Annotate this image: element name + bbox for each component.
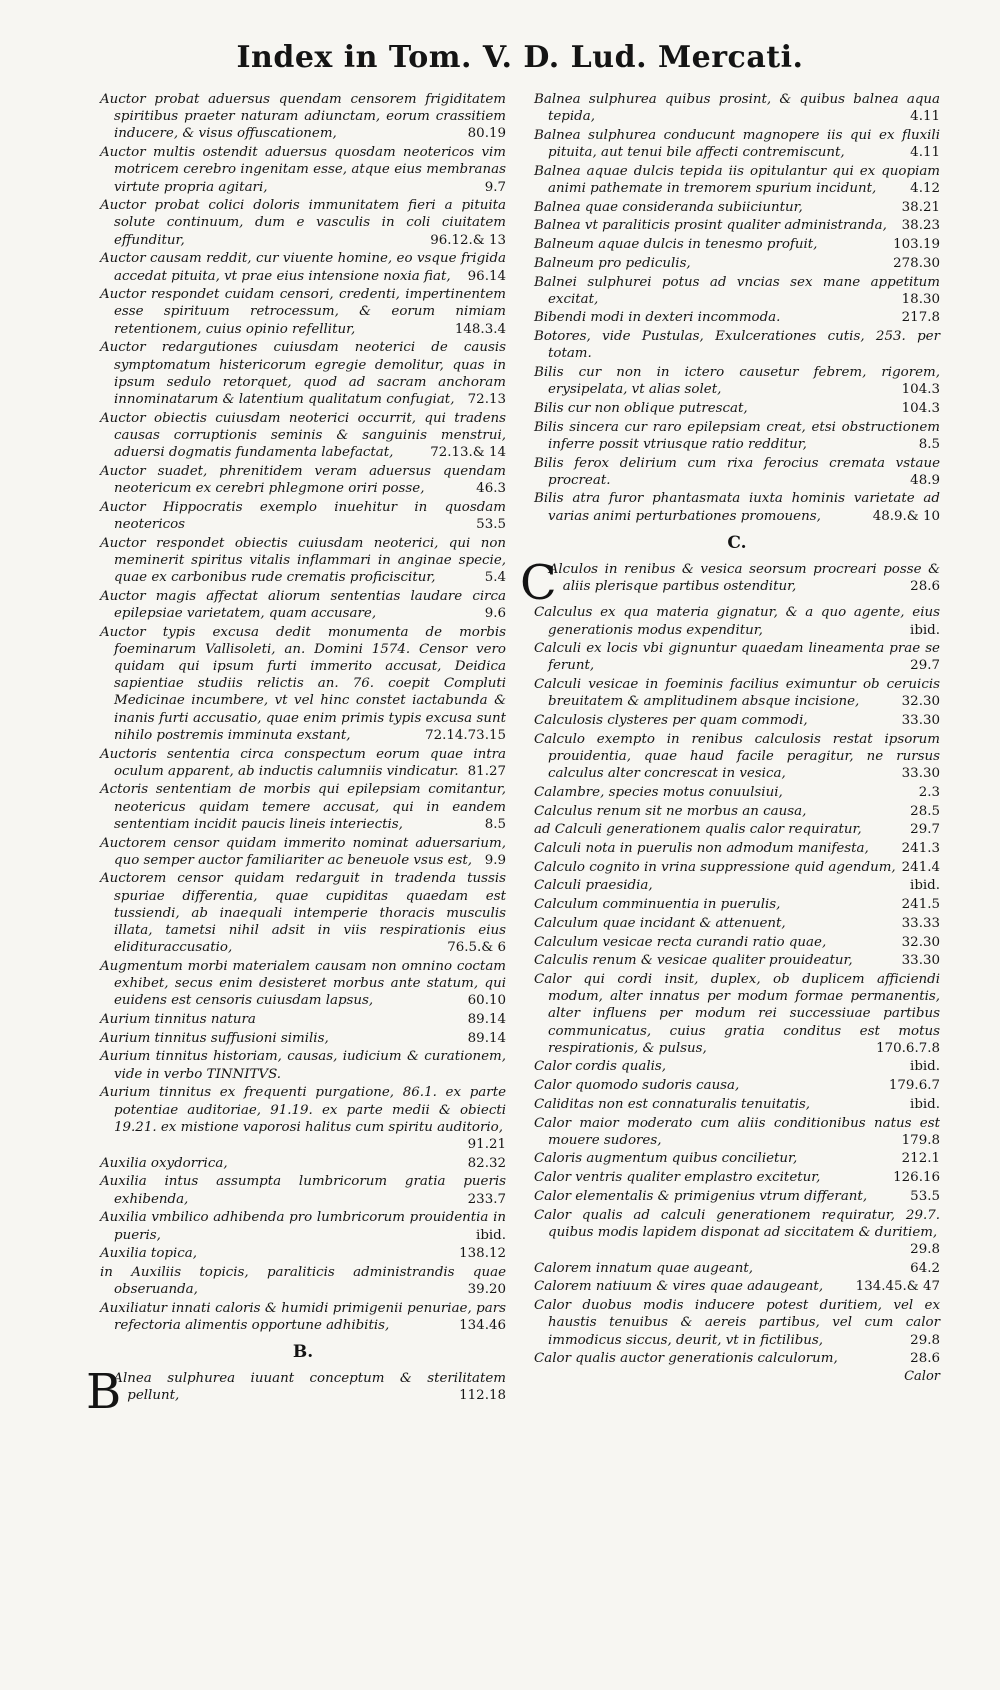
entry-text: Auctor typis excusa dedit monumenta de morbis foeminarum Vallisoleti, an. Domini 1574. Censor vero quidam qui ipsum furti immerito accusat, Deidica sapientiae studiis relictis an. 76. coepit Compluti Medicinae incumbere, vt vel hinc constet iactabunda & inanis furti accusatio, quae enim primis typis excusa sunt nihilo postremis imminuta exstant, xyxy=(100,624,506,743)
entry-text: Caloris augmentum quibus concilietur, xyxy=(534,1151,798,1167)
index-entry xyxy=(100,339,506,408)
page-header: Index in Tom. V. D. Lud. Mercati. xyxy=(236,40,804,75)
entry-text: Auctor probat colici doloris immunitatem fieri a pituita solute continuum, dum e vasculis in coli ciuitatem effunditur, xyxy=(100,198,506,248)
entry-text: Calculi ex locis vbi gignuntur quaedam lineamenta prae se ferunt, xyxy=(534,641,940,674)
index-entry xyxy=(534,731,940,783)
entry-text: Calorem natiuum & vires quae adaugeant, xyxy=(534,1279,824,1295)
entry-text: Calor cordis qualis, xyxy=(534,1059,667,1075)
index-entry xyxy=(534,91,940,125)
index-entry xyxy=(100,835,506,869)
entry-text: Calculi praesidia, xyxy=(534,878,653,894)
index-entry xyxy=(534,1278,940,1295)
entry-text: Caliditas non est connaturalis tenuitatis, xyxy=(534,1096,811,1112)
entry-text: Actoris sententiam de morbis qui epilepsiam comitantur, neotericus quidam temere accusat, qui in eandem sententiam incidit paucis lineis interiectis, xyxy=(100,782,506,832)
entry-ref: 9.9 xyxy=(484,852,506,868)
entry-text: Aurium tinnitus suffusioni similis, xyxy=(100,1030,329,1046)
entry-text: Calor ventris qualiter emplastro excitetur, xyxy=(534,1170,821,1186)
index-entry xyxy=(100,1264,506,1298)
entry-text: Balnea aquae dulcis tepida iis opitulantur qui ex quopiam animi pathemate in tremorem spurium incidunt, xyxy=(534,163,940,197)
index-entry xyxy=(534,676,940,710)
right-column xyxy=(520,91,940,1414)
entry-text: Calculus renum sit ne morbus an causa, xyxy=(534,803,807,819)
index-entry xyxy=(100,624,506,744)
entry-ref: 89.14 xyxy=(467,1012,506,1028)
index-entry xyxy=(100,1245,506,1262)
index-entry xyxy=(534,952,940,969)
entry-ref: 233.7 xyxy=(467,1191,506,1207)
entry-ref: 32.30 xyxy=(901,934,940,950)
entry-ref: 72.13.& 14 xyxy=(430,445,506,461)
index-entry xyxy=(100,870,506,956)
index-entry xyxy=(100,1030,506,1047)
index-entry xyxy=(100,958,506,1010)
entry-text: Auxilia intus assumpta lumbricorum gratia pueris exhibenda, xyxy=(100,1174,506,1207)
index-entry xyxy=(534,1096,940,1113)
entry-text: Auctoris sententia circa conspectum eorum quae intra oculum apparent, ab inductis calumniis vindicatur. xyxy=(100,746,506,779)
index-entry xyxy=(100,588,506,622)
entry-text: Bilis ferox delirium cum rixa ferocius cremata vstaue procreat. xyxy=(534,455,940,488)
entry-text: Auctor magis affectat aliorum sententias laudare circa epilepsiae varietatem, quam accusare, xyxy=(100,588,506,621)
entry-ref: 39.20 xyxy=(467,1282,506,1298)
entry-ref: 60.10 xyxy=(467,993,506,1009)
entry-ref: 9.6 xyxy=(484,605,506,621)
entry-text: Auctor respondet obiectis cuiusdam neoterici, qui non meminerit spiritus vitalis inflammari in anginae specie, quae ex carbonibus rude crematis proficiscitur, xyxy=(100,535,506,585)
entry-ref: 33.30 xyxy=(901,766,940,782)
entry-text: Bilis cur non oblique putrescat, xyxy=(534,400,748,416)
index-entry xyxy=(100,781,506,833)
entry-text: Auctor obiectis cuiusdam neoterici occurrit, qui tradens causas corruptionis seminis & sanguinis menstrui, aduersi dogmatis fundamenta labefactat, xyxy=(100,410,506,461)
entry-ref: 112.18 xyxy=(459,1388,506,1404)
index-entry xyxy=(86,1364,506,1421)
index-entry xyxy=(534,896,940,913)
entry-text: Auxilia vmbilico adhibenda pro lumbricorum prouidentia in pueris, xyxy=(100,1210,506,1243)
index-entry xyxy=(534,604,940,638)
entry-ref: 33.30 xyxy=(901,953,940,969)
entry-text: Augmentum morbi materialem causam non omnino coctam exhibet, secus enim desisteret morbus ante statum, qui euidens est censoris cuiusdam lapsus, xyxy=(100,958,506,1009)
entry-text: Bibendi modi in dexteri incommoda. xyxy=(534,310,781,326)
entry-ref: 28.6 xyxy=(910,1351,940,1367)
index-entry xyxy=(534,217,940,234)
index-entry xyxy=(100,250,506,284)
entry-text: Calculum comminuentia in puerulis, xyxy=(534,897,781,913)
index-entry xyxy=(534,1207,940,1259)
index-entry xyxy=(100,499,506,533)
entry-text: Bilis atra furor phantasmata iuxta hominis varietate ad varias animi perturbationes promouens, xyxy=(534,491,940,524)
entry-ref: 29.8 xyxy=(910,1241,940,1257)
index-entry xyxy=(534,784,940,801)
entry-text: Calculum vesicae recta curandi ratio quae, xyxy=(534,934,827,950)
index-entry xyxy=(534,1058,940,1075)
entry-ref: 32.30 xyxy=(901,694,940,710)
entry-text: Botores, vide Pustulas, Exulcerationes cutis, 253. per totam. xyxy=(534,329,940,362)
entry-text: Balnea sulphurea conducunt magnopere iis qui ex fluxili pituita, aut tenui bile affecti contremiscunt, xyxy=(534,127,940,161)
index-entry xyxy=(534,1188,940,1205)
entry-ref: ibid. xyxy=(910,622,940,638)
section-letter: C. xyxy=(727,532,747,553)
entry-text: Auctor Hippocratis exemplo inuehitur in quosdam neotericos xyxy=(100,499,506,532)
entry-ref: 48.9 xyxy=(910,472,940,488)
entry-ref: 148.3.4 xyxy=(454,321,506,337)
catchword: Calor xyxy=(904,1369,940,1385)
entry-text: Auxilia topica, xyxy=(100,1246,197,1262)
entry-ref: 64.2 xyxy=(910,1260,940,1276)
entry-ref: 18.30 xyxy=(901,291,940,307)
entry-text: Alnea sulphurea iuuant conceptum & sterilitatem pellunt, xyxy=(113,1371,506,1404)
entry-text: Calculo exempto in renibus calculosis restat ipsorum prouidentia, quae haud facile peragitur, ne rursus calculus alter concrescat in vesica, xyxy=(534,731,940,782)
entry-ref: 38.21 xyxy=(901,199,940,215)
index-entry xyxy=(100,1011,506,1028)
entry-ref: 4.11 xyxy=(910,109,940,125)
index-entry xyxy=(534,1169,940,1186)
entry-ref: 48.9.& 10 xyxy=(872,508,940,524)
entry-text: Auctor probat aduersus quendam censorem frigiditatem spiritibus praeter naturam adiunctam, eorum crassitiem inducere, & visus offuscationem, xyxy=(100,92,506,142)
entry-ref: 278.30 xyxy=(893,255,940,271)
entry-ref: 29.7 xyxy=(910,822,940,838)
index-entry xyxy=(534,971,940,1057)
index-entry xyxy=(534,274,940,308)
entry-ref: 217.8 xyxy=(901,310,940,326)
index-entry xyxy=(534,163,940,197)
entry-ref: ibid. xyxy=(910,1059,940,1075)
entry-ref: 170.6.7.8 xyxy=(876,1040,940,1056)
entry-ref: 28.6 xyxy=(910,579,940,595)
drop-cap: C xyxy=(520,554,557,611)
entry-text: Calorem innatum quae augeant, xyxy=(534,1260,754,1276)
index-entry xyxy=(534,821,940,838)
entry-ref: 2.3 xyxy=(918,784,940,800)
entry-ref: 212.1 xyxy=(901,1151,940,1167)
entry-ref: ibid. xyxy=(476,1227,506,1243)
entry-ref: 96.14 xyxy=(467,268,506,284)
entry-text: Auctor causam reddit, cur viuente homine, eo vsque frigida accedat pituita, vt prae eius intensione noxia fiat, xyxy=(100,251,506,284)
entry-text: Calor qualis auctor generationis calculorum, xyxy=(534,1351,838,1367)
entry-ref: 103.19 xyxy=(893,237,940,253)
left-column xyxy=(86,91,506,1421)
entry-ref: 29.7 xyxy=(910,658,940,674)
entry-text: Calculis renum & vesicae qualiter prouideatur, xyxy=(534,953,853,969)
index-entry xyxy=(534,419,940,453)
entry-text: Balnea sulphurea quibus prosint, & quibus balnea aqua tepida, xyxy=(534,92,940,125)
index-entry xyxy=(100,197,506,249)
entry-ref: 104.3 xyxy=(901,400,940,416)
entry-text: Calculum quae incidant & attenuent, xyxy=(534,915,786,931)
index-entry xyxy=(534,1350,940,1367)
entry-text: Auctorem censor quidam redarguit in tradenda tussis spuriae differentia, quae cupiditas quaedam est tussiendi, ab inaequali intemperie thoracis musculis illata, tametsi nihil adsit in viis respirationis eius elidituraccusatio, xyxy=(100,871,506,956)
entry-ref: 8.5 xyxy=(918,436,940,452)
entry-ref: 91.21 xyxy=(467,1136,506,1152)
index-entry xyxy=(534,1077,940,1094)
entry-ref: 81.27 xyxy=(467,763,506,779)
index-entry xyxy=(534,803,940,820)
entry-text: Bilis cur non in ictero causetur febrem, rigorem, erysipelata, vt alias solet, xyxy=(534,365,940,398)
entry-text: Calculi nota in puerulis non admodum manifesta, xyxy=(534,841,869,857)
entry-text: Calor quomodo sudoris causa, xyxy=(534,1078,740,1094)
index-entry xyxy=(100,1173,506,1207)
entry-ref: 241.4 xyxy=(901,859,940,875)
entry-text: Alculos in renibus & vesica seorsum procreari posse & aliis plerisque partibus ostenditur, xyxy=(548,561,940,595)
entry-text: Calculosis clysteres per quam commodi, xyxy=(534,713,808,729)
entry-text: Calor duobus modis inducere potest duritiem, vel ex haustis tenuibus & aereis partibus, vel cum calor immodicus siccus, deurit, vt in fictilibus, xyxy=(534,1298,940,1348)
entry-ref: 72.13 xyxy=(467,391,506,407)
entry-text: Calor elementalis & primigenius vtrum differant, xyxy=(534,1188,868,1204)
index-entry xyxy=(534,1297,940,1349)
entry-text: Balnei sulphurei potus ad vncias sex mane appetitum excitat, xyxy=(534,274,940,307)
entry-ref: 80.19 xyxy=(467,126,506,142)
entry-text: Auctor multis ostendit aduersus quosdam neotericos vim motricem cerebro ingenitam esse, atque eius membranas virtute propria agitari, xyxy=(100,145,506,195)
entry-text: Calor maior moderato cum aliis conditionibus natus est mouere sudores, xyxy=(534,1115,940,1148)
entry-ref: 28.5 xyxy=(910,803,940,819)
index-entry xyxy=(534,309,940,326)
drop-cap: B xyxy=(86,1364,122,1421)
entry-ref: 96.12.& 13 xyxy=(430,232,506,248)
entry-ref: ibid. xyxy=(910,1096,940,1112)
entry-ref: 9.7 xyxy=(484,179,506,195)
entry-text: Auxilia oxydorrica, xyxy=(100,1155,228,1171)
index-entry xyxy=(100,463,506,497)
index-entry xyxy=(100,535,506,587)
index-entry xyxy=(520,554,940,611)
entry-ref: 179.8 xyxy=(901,1132,940,1148)
entry-text: Balneum pro pediculis, xyxy=(534,255,691,271)
index-entry xyxy=(100,91,506,143)
index-entry xyxy=(534,640,940,674)
entry-text: Aurium tinnitus ex frequenti purgatione, 86.1. ex parte potentiae auditoriae, 91.19. ex parte medii & obiecti 19.21. ex mistione vaporosi halitus cum spiritu auditorio, xyxy=(100,1085,506,1135)
entry-ref: 241.3 xyxy=(901,841,940,857)
index-entry xyxy=(534,840,940,857)
entry-ref: ibid. xyxy=(910,878,940,894)
entry-ref: 76.5.& 6 xyxy=(447,940,506,956)
entry-text: Balnea quae consideranda subiiciuntur, xyxy=(534,199,803,215)
entry-ref: 53.5 xyxy=(476,516,506,532)
entry-ref: 134.46 xyxy=(459,1318,506,1334)
entry-ref: 72.14.73.15 xyxy=(425,727,506,743)
entry-ref: 138.12 xyxy=(459,1246,506,1262)
entry-text: Aurium tinnitus historiam, causas, iudicium & curationem, vide in verbo TINNITVS. xyxy=(100,1049,506,1082)
index-entry xyxy=(534,915,940,932)
entry-ref: 4.12 xyxy=(910,181,940,197)
index-entry xyxy=(100,1155,506,1172)
index-entry xyxy=(100,1048,506,1082)
entry-text: Balnea vt paraliticis prosint qualiter administranda, xyxy=(534,218,887,234)
entry-ref: 46.3 xyxy=(476,480,506,496)
entry-text: Calculus ex qua materia gignatur, & a quo agente, eius generationis modus expenditur, xyxy=(534,605,940,638)
entry-text: Calculi vesicae in foeminis facilius eximuntur ob ceruicis breuitatem & amplitudinem absque incisione, xyxy=(534,677,940,710)
entry-text: Auctor suadet, phrenitidem veram aduersus quendam neotericum ex cerebri phlegmone oriri posse, xyxy=(100,463,506,496)
index-entry xyxy=(534,255,940,272)
index-entry xyxy=(534,1260,940,1277)
index-entry xyxy=(100,746,506,780)
entry-ref: 33.30 xyxy=(901,713,940,729)
index-entry xyxy=(534,1115,940,1149)
index-entry xyxy=(534,455,940,489)
index-entry xyxy=(100,144,506,196)
entry-text: Bilis sincera cur raro epilepsiam creat, etsi obstructionem inferre possit vtriusque ratio redditur, xyxy=(534,419,940,452)
index-entry xyxy=(534,1150,940,1167)
section-letter: B. xyxy=(292,1342,314,1363)
index-entry xyxy=(534,877,940,894)
index-entry xyxy=(100,410,506,462)
index-entry xyxy=(534,400,940,417)
index-entry xyxy=(534,934,940,951)
entry-ref: 38.23 xyxy=(901,218,940,234)
entry-text: Calor qualis ad calculi generationem requiratur, 29.7. quibus modis lapidem disponat ad siccitatem & duritiem, xyxy=(534,1207,940,1240)
entry-text: Aurium tinnitus natura xyxy=(100,1012,256,1028)
entry-text: Balneum aquae dulcis in tenesmo profuit, xyxy=(534,237,818,253)
entry-ref: 4.11 xyxy=(910,145,940,161)
index-entry xyxy=(100,1209,506,1243)
index-entry xyxy=(534,490,940,524)
entry-ref: 134.45.& 47 xyxy=(855,1279,940,1295)
entry-text: Auxiliatur innati caloris & humidi primigenii penuriae, pars refectoria alimentis opportune adhibitis, xyxy=(100,1300,506,1334)
entry-text: Auctor respondet cuidam censori, credenti, impertinentem esse spirituum retrocessum, & eorum nimiam retentionem, cuius opinio refellitur, xyxy=(100,287,506,337)
index-entry xyxy=(534,712,940,729)
index-entry xyxy=(100,1300,506,1334)
index-entry xyxy=(534,364,940,398)
entry-text: Calor qui cordi insit, duplex, ob duplicem afficiendi modum, alter innatus per modum formae permanentis, alter influens per modum rei successiuae partibus communicatus, cuius gratia conditus est motus respirationis, & pulsus, xyxy=(534,971,940,1056)
entry-ref: 53.5 xyxy=(910,1188,940,1204)
entry-text: Calambre, species motus conuulsiui, xyxy=(534,784,783,800)
entry-ref: 33.33 xyxy=(901,915,940,931)
index-entry xyxy=(100,286,506,338)
index-entry xyxy=(534,328,940,362)
index-entry xyxy=(534,236,940,253)
entry-ref: 8.5 xyxy=(484,816,506,832)
entry-text: in Auxiliis topicis, paraliticis administrandis quae obseruanda, xyxy=(100,1264,506,1298)
entry-ref: 104.3 xyxy=(901,382,940,398)
entry-text: Auctorem censor quidam immerito nominat aduersarium, quo semper auctor familiariter ac beneuole vsus est, xyxy=(100,835,506,868)
entry-ref: 126.16 xyxy=(893,1170,940,1186)
index-entry xyxy=(534,199,940,216)
entry-ref: 5.4 xyxy=(484,569,506,585)
entry-ref: 82.32 xyxy=(467,1155,506,1171)
index-entry xyxy=(100,1084,506,1153)
entry-ref: 241.5 xyxy=(901,897,940,913)
entry-ref: 89.14 xyxy=(467,1030,506,1046)
entry-text: Calculo cognito in vrina suppressione quid agendum, xyxy=(534,859,896,875)
entry-ref: 29.8 xyxy=(910,1332,940,1348)
entry-text: Auctor redargutiones cuiusdam neoterici de causis symptomatum histericorum egregie demolitur, quas in ipsum sedulo retorquet, quod ad sacram anchoram innominatarum & latentium qualitatum confugiat, xyxy=(100,340,506,407)
index-entry xyxy=(534,859,940,876)
index-entry xyxy=(534,127,940,161)
entry-text: ad Calculi generationem qualis calor requiratur, xyxy=(534,822,862,838)
entry-ref: 179.6.7 xyxy=(888,1078,940,1094)
